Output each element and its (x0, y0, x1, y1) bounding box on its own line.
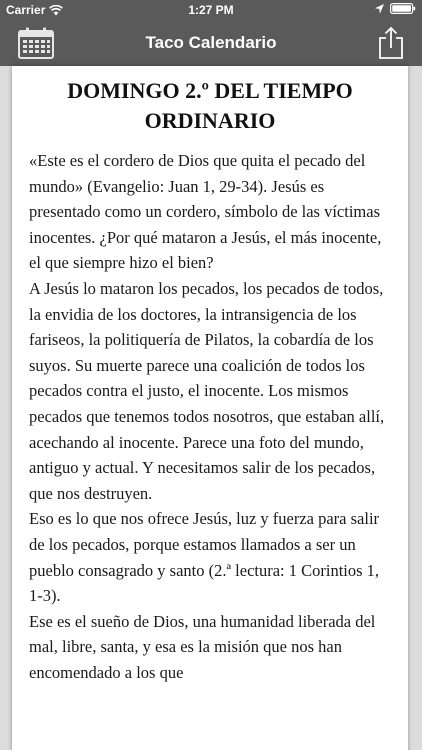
top-bar (0, 0, 422, 66)
article-paragraph: Ese es el sueño de Dios, una humanidad liberada del mal, libre, santa, y esa es la misión que nos han encomendado a los que (29, 611, 376, 682)
status-time: 1:27 PM (188, 3, 234, 17)
article-paragraph: «Este es el cordero de Dios que quita el pecado del mundo» (Evangelio: Juan 1, 29-34). Jesús es presentado como un cordero, símbolo de las víctimas inocentes. ¿Por qué mataron a Jesús, el más inocente, el que siempre hizo el bien? (29, 151, 382, 273)
nav-title: Taco Calendario (145, 33, 277, 52)
share-icon (378, 26, 404, 60)
location-arrow-icon (375, 4, 384, 14)
carrier-label: Carrier (6, 3, 46, 17)
status-right-group (375, 3, 416, 14)
article-body (29, 148, 396, 685)
battery-icon (390, 3, 416, 14)
navigation-bar (0, 20, 422, 66)
article-heading: DOMINGO 2.º DEL TIEMPO ORDINARIO (67, 78, 353, 133)
share-button[interactable] (378, 26, 404, 60)
status-bar (0, 0, 422, 20)
article-paragraph: Eso es lo que nos ofrece Jesús, luz y fuerza para salir de los pecados, porque estamos llamados a ser un pueblo consagrado y santo (2.ª lectura: 1 Corintios 1, 1-3). (29, 509, 380, 606)
article-paragraph: A Jesús lo mataron los pecados, los pecados de todos, la envidia de los doctores, la intransigencia de los fariseos, la politiquería de Pilatos, la cobardía de los suyos. Su muerte parece una coalición de todos los pecados contra el justo, el inocente. Los mismos pecados que tenemos todos nosotros, que estaban allí, acechando al inocente. Parece una foto del mundo, antiguo y actual. Y necesitamos salir de los pecados, que nos destruyen. (29, 278, 385, 503)
article-card (12, 66, 408, 750)
